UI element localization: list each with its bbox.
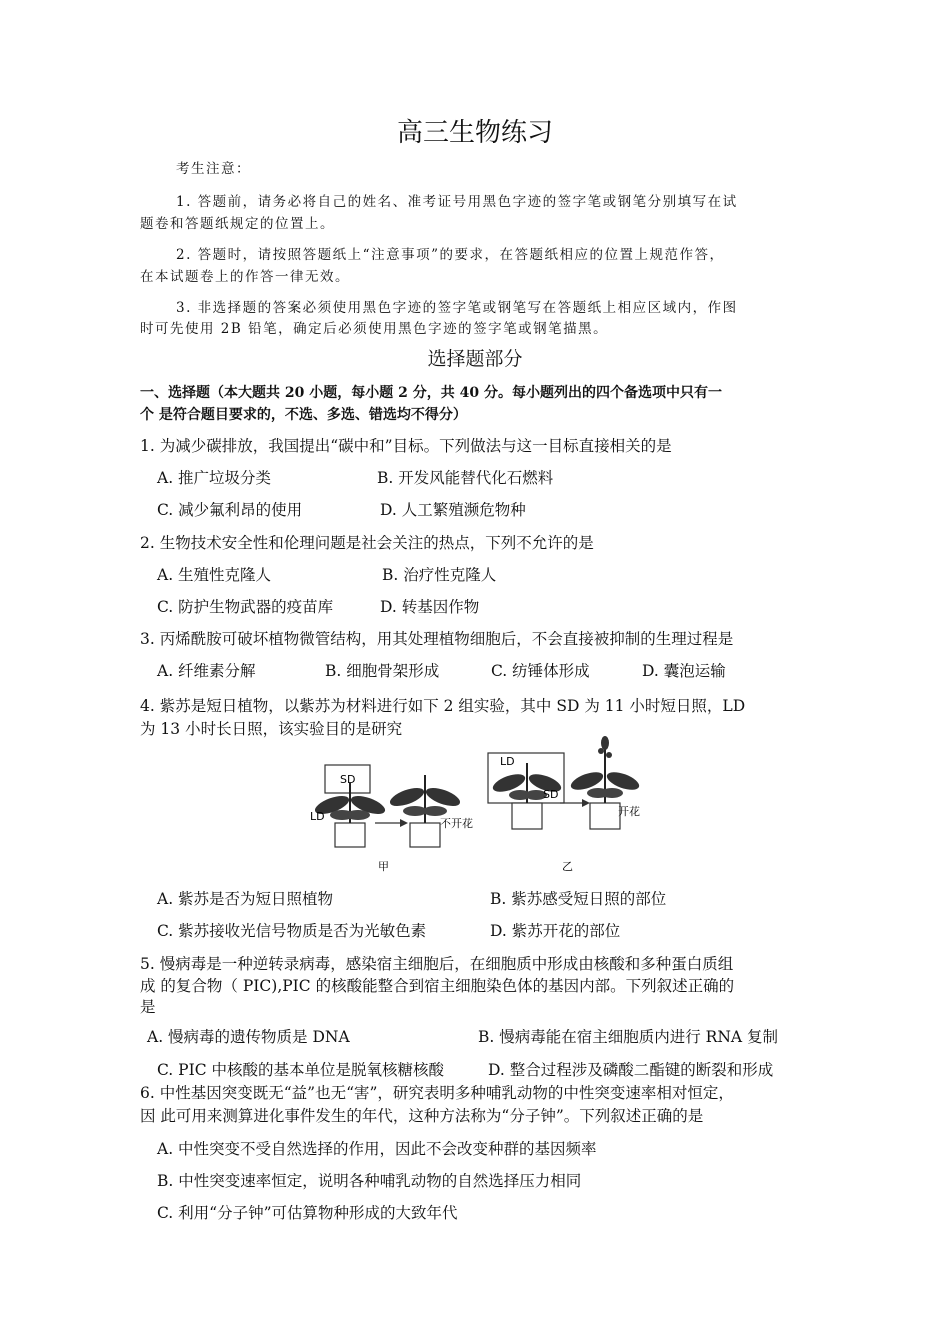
notice-heading: 考生注意： xyxy=(176,161,251,177)
caption-yi: 乙 xyxy=(562,860,573,873)
question-1-option-d: D. 人工繁殖濒危物种 xyxy=(380,501,526,519)
question-1-stem: 1. 为减少碳排放，我国提出“碳中和”目标。下列做法与这一目标直接相关的是 xyxy=(140,437,672,455)
question-6-option-a: A. 中性突变不受自然选择的作用，因此不会改变种群的基因频率 xyxy=(157,1140,597,1158)
notice-2-line-2: 在本试题卷上的作答一律无效。 xyxy=(140,269,350,285)
question-3-option-d: D. 囊泡运输 xyxy=(642,662,726,680)
notice-1-line-2: 题卷和答题纸规定的位置上。 xyxy=(140,216,335,232)
question-1-option-b: B. 开发风能替代化石燃料 xyxy=(377,469,554,487)
pot-yi-left xyxy=(512,803,542,829)
question-5-option-b: B. 慢病毒能在宿主细胞质内进行 RNA 复制 xyxy=(478,1028,779,1046)
question-4-option-b: B. 紫苏感受短日照的部位 xyxy=(490,890,667,908)
question-3-stem: 3. 丙烯酰胺可破坏植物微管结构，用其处理植物细胞后，不会直接被抑制的生理过程是 xyxy=(140,630,734,648)
page-title: 高三生物练习 xyxy=(396,118,553,148)
question-3-option-c: C. 纺锤体形成 xyxy=(491,662,590,680)
question-6-option-b: B. 中性突变速率恒定，说明各种哺乳动物的自然选择压力相同 xyxy=(157,1172,582,1190)
figure-group-jia xyxy=(310,765,473,873)
no-flower-label: 不开花 xyxy=(440,817,473,830)
question-5-option-d: D. 整合过程涉及磷酸二酯键的断裂和形成 xyxy=(488,1061,774,1079)
figure-group-yi xyxy=(488,736,640,873)
question-2-option-d: D. 转基因作物 xyxy=(380,598,480,616)
question-4-stem-line-1: 4. 紫苏是短日植物，以紫苏为材料进行如下 2 组实验，其中 SD 为 11 小时短日照，LD xyxy=(140,697,746,715)
question-6-stem-line-2: 因 此可用来测算进化事件发生的年代，这种方法称为“分子钟”。下列叙述正确的是 xyxy=(140,1107,704,1125)
pot-jia-right xyxy=(410,823,440,847)
question-5-option-c: C. PIC 中核酸的基本单位是脱氧核糖核酸 xyxy=(157,1061,445,1079)
question-3-option-a: A. 纤维素分解 xyxy=(157,662,256,680)
part-heading-line-1: 一、选择题（本大题共 20 小题，每小题 2 分，共 40 分。每小题列出的四个备选项中只有一 xyxy=(140,385,722,401)
question-4-option-c: C. 紫苏接收光信号物质是否为光敏色素 xyxy=(157,922,427,940)
pot-yi-right xyxy=(590,803,620,829)
question-2-stem: 2. 生物技术安全性和伦理问题是社会关注的热点，下列不允许的是 xyxy=(140,534,594,552)
question-5-stem-line-2: 成 的复合物（ PIC),PIC 的核酸能整合到宿主细胞染色体的基因内部。下列叙述正确的 xyxy=(140,977,735,995)
question-2-option-b: B. 治疗性克隆人 xyxy=(382,566,497,584)
notice-2-line-1: 2. 答题时，请按照答题纸上“注意事项”的要求，在答题纸相应的位置上规范作答， xyxy=(176,247,725,263)
ld-label-jia: LD xyxy=(310,810,325,823)
sd-label-yi: SD xyxy=(543,788,559,801)
notice-3-line-2: 时可先使用 2B 铅笔，确定后必须使用黑色字迹的签字笔或钢笔描黑。 xyxy=(140,321,609,337)
question-4-option-a: A. 紫苏是否为短日照植物 xyxy=(157,890,334,908)
question-5-stem-line-3: 是 xyxy=(140,998,156,1016)
question-3-option-b: B. 细胞骨架形成 xyxy=(325,662,440,680)
caption-jia: 甲 xyxy=(378,860,389,873)
question-4-option-d: D. 紫苏开花的部位 xyxy=(490,922,621,940)
question-1-option-a: A. 推广垃圾分类 xyxy=(157,469,272,487)
question-6-option-c: C. 利用“分子钟”可估算物种形成的大致年代 xyxy=(157,1204,458,1222)
question-4-stem-line-2: 为 13 小时长日照，该实验目的是研究 xyxy=(140,720,403,738)
question-1-option-c: C. 减少氟利昂的使用 xyxy=(157,501,303,519)
question-2-option-c: C. 防护生物武器的疫苗库 xyxy=(157,598,334,616)
sd-label-jia: SD xyxy=(340,773,356,786)
flower-label: 开花 xyxy=(618,805,640,818)
notice-3-line-1: 3. 非选择题的答案必须使用黑色字迹的签字笔或钢笔写在答题纸上相应区域内，作图 xyxy=(176,300,738,316)
section-title: 选择题部分 xyxy=(427,348,523,370)
part-heading-line-2: 个 是符合题目要求的，不选、多选、错选均不得分） xyxy=(140,407,467,423)
experiment-figure xyxy=(300,735,640,880)
question-6-stem-line-1: 6. 中性基因突变既无“益”也无“害”，研究表明多种哺乳动物的中性突变速率相对恒定， xyxy=(140,1084,734,1102)
question-5-option-a: A. 慢病毒的遗传物质是 DNA xyxy=(147,1028,350,1046)
pot-jia-left xyxy=(335,823,365,847)
notice-1-line-1: 1. 答题前，请务必将自己的姓名、准考证号用黑色字迹的签字笔或钢笔分别填写在试 xyxy=(176,194,738,210)
ld-label-yi: LD xyxy=(500,755,515,768)
question-5-stem-line-1: 5. 慢病毒是一种逆转录病毒，感染宿主细胞后，在细胞质中形成由核酸和多种蛋白质组 xyxy=(140,955,734,973)
question-2-option-a: A. 生殖性克隆人 xyxy=(157,566,272,584)
